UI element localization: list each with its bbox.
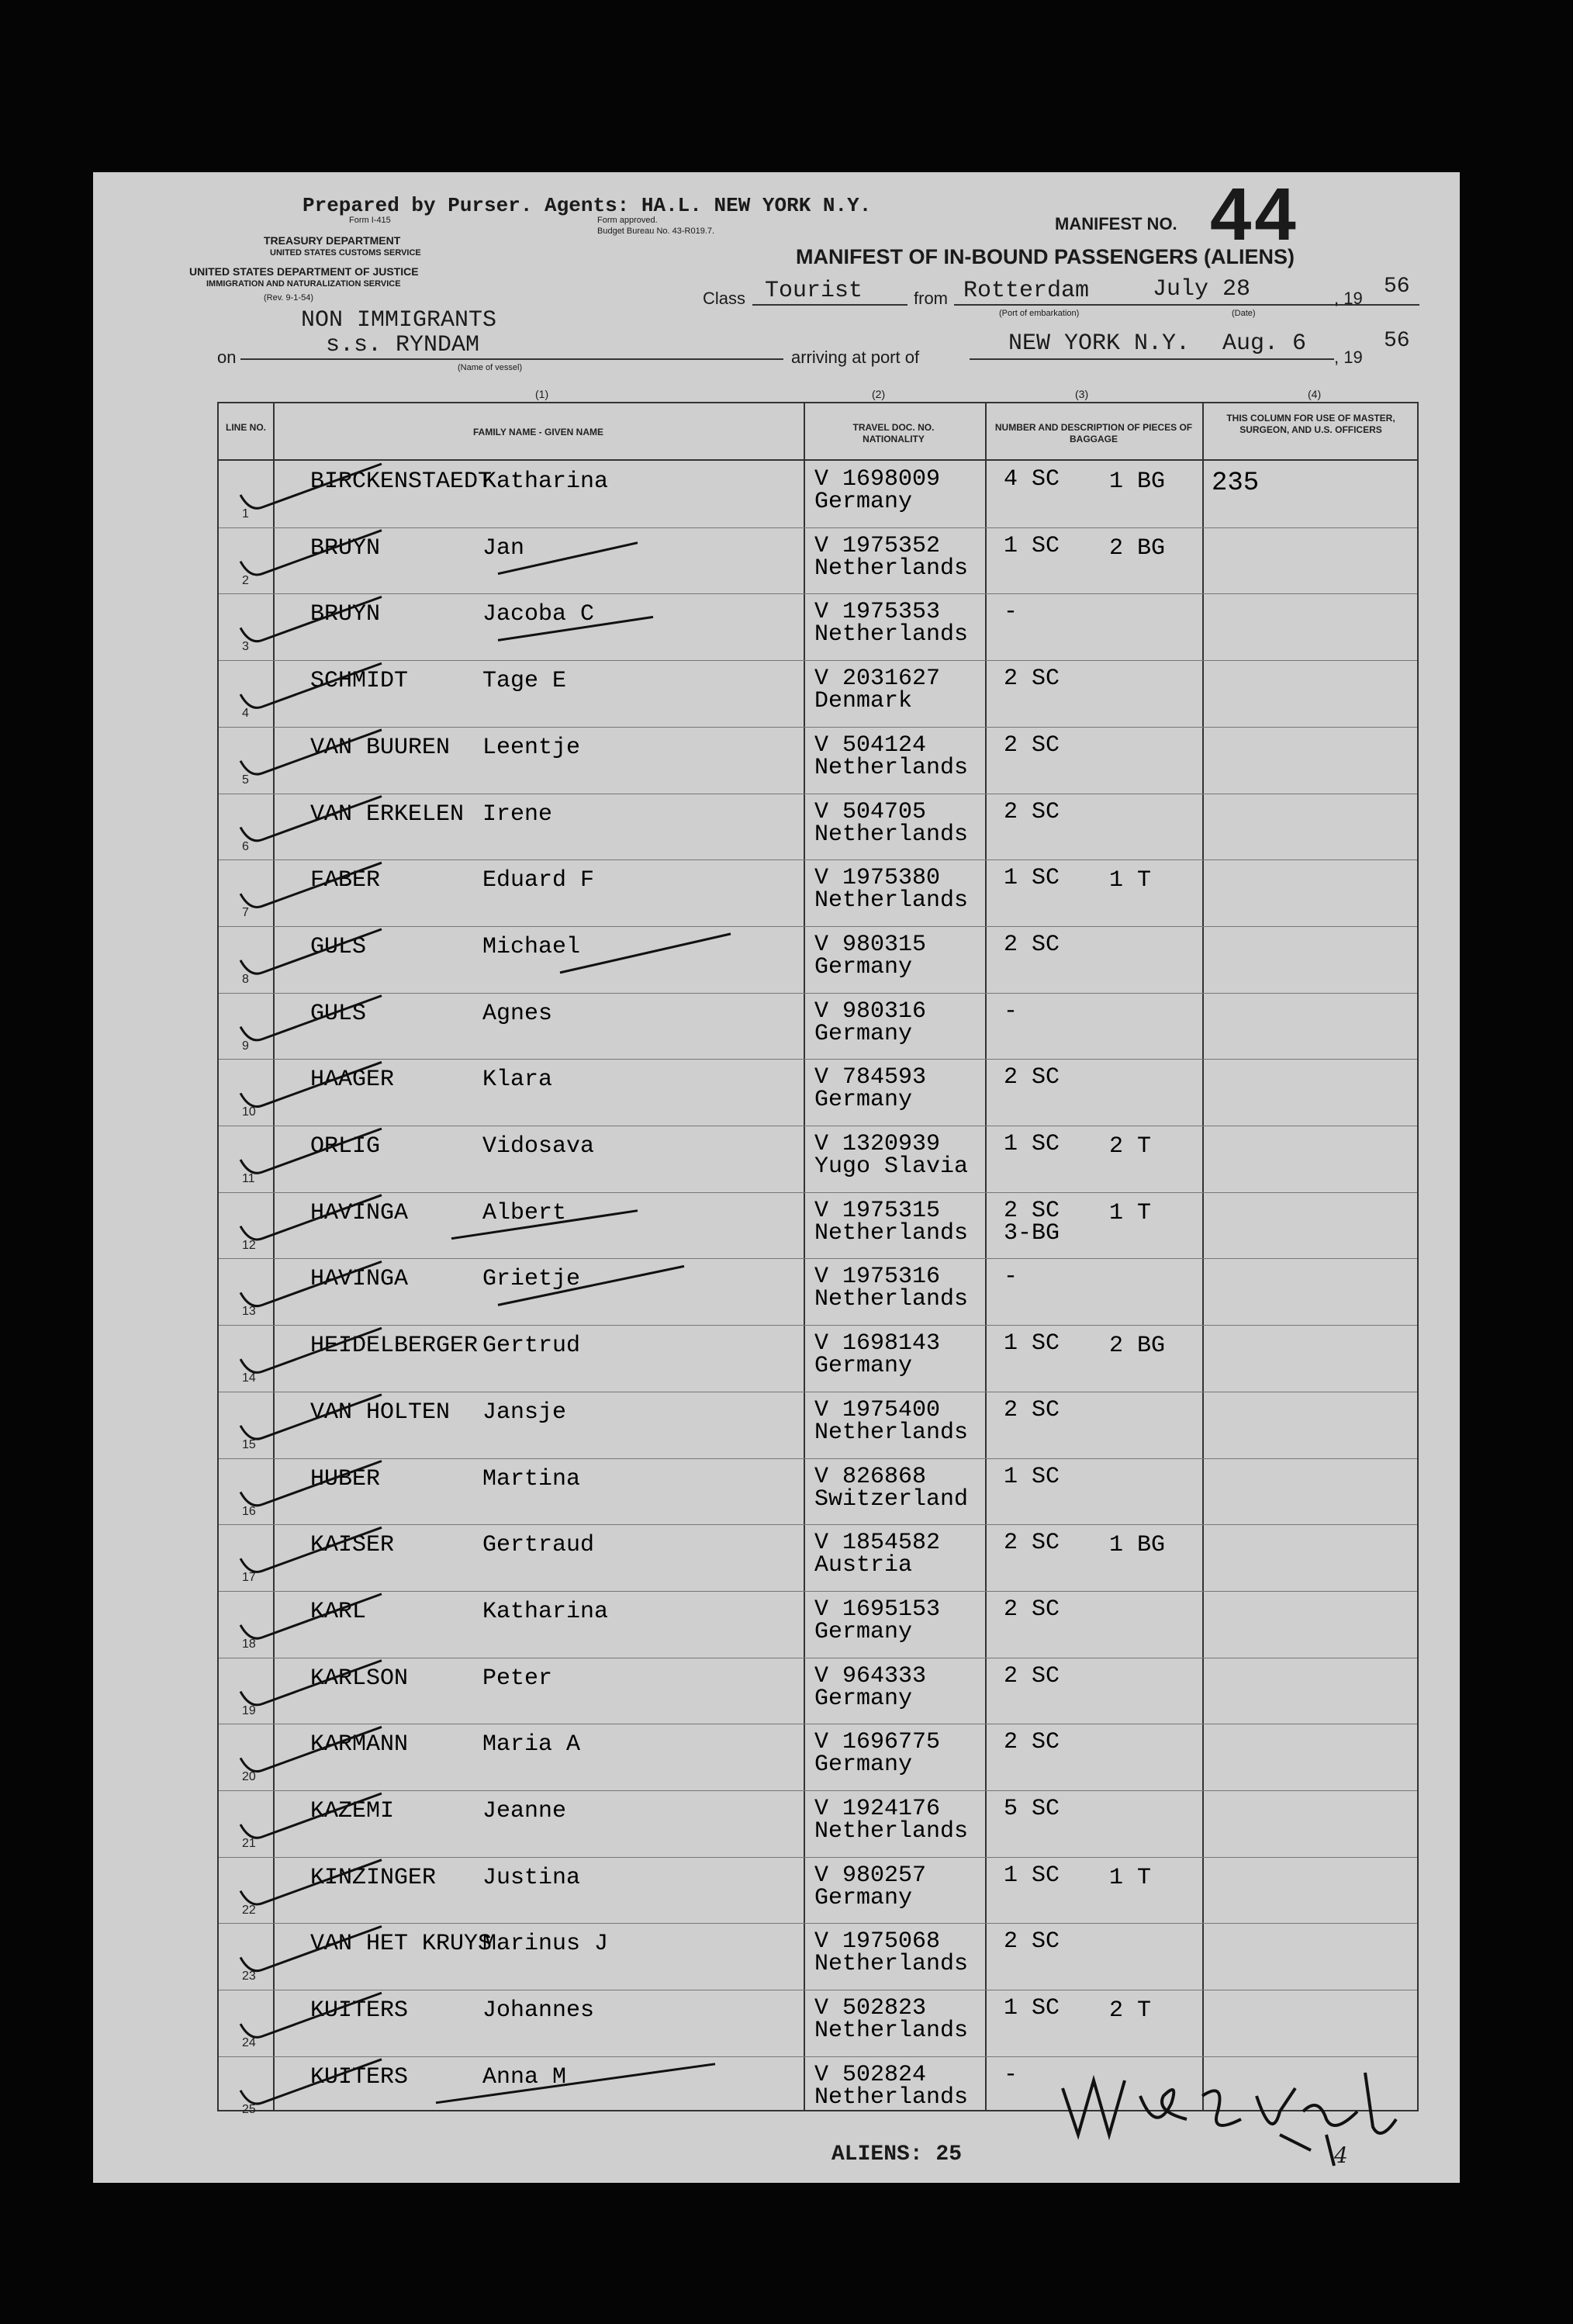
- line-number: 24: [242, 2036, 256, 2050]
- family-name: KARLSON: [310, 1665, 409, 1692]
- baggage-primary: 2 SC: [1004, 1064, 1060, 1091]
- baggage-primary: 5 SC: [1004, 1796, 1060, 1822]
- given-name: Maria A: [482, 1731, 581, 1759]
- line-number: 1: [242, 507, 249, 520]
- line-number: 3: [242, 640, 249, 654]
- family-name: BRUYN: [310, 601, 381, 628]
- arrival-port: NEW YORK N.Y.: [1008, 330, 1191, 357]
- on-label: on: [217, 348, 237, 367]
- baggage-primary: 2 SC: [1004, 1928, 1060, 1956]
- baggage-primary: 2 SC 3-BG: [1004, 1197, 1060, 1247]
- family-name: KARMANN: [310, 1731, 409, 1759]
- given-name: Tage E: [482, 668, 567, 695]
- travel-doc-number: V 1698143: [814, 1330, 941, 1357]
- nationality: Netherlands: [814, 2018, 969, 2045]
- baggage-secondary: 2 BG: [1109, 1333, 1166, 1360]
- line-number: 14: [242, 1371, 256, 1385]
- given-name: Gertraud: [482, 1532, 595, 1559]
- arriving-label: arriving at port of: [791, 348, 920, 367]
- given-name: Irene: [482, 801, 553, 828]
- travel-doc-number: V 1696775: [814, 1729, 941, 1756]
- passenger-table: [217, 402, 1419, 2116]
- strike-line: [560, 934, 731, 973]
- nationality: Netherlands: [814, 2084, 969, 2111]
- travel-doc-number: V 502823: [814, 1995, 927, 2022]
- nationality: Netherlands: [814, 1286, 969, 1313]
- check-mark: [240, 1062, 382, 1106]
- travel-doc-number: V 1975316: [814, 1264, 941, 1291]
- family-name: HAAGER: [310, 1067, 395, 1094]
- line-number: 7: [242, 906, 249, 920]
- family-name: KINZINGER: [310, 1864, 437, 1891]
- family-name: KARL: [310, 1598, 367, 1625]
- line-number: 13: [242, 1305, 256, 1319]
- check-marks: [219, 403, 1417, 2110]
- given-name: Jacoba C: [482, 601, 595, 628]
- line-number: 6: [242, 839, 249, 853]
- check-mark: [240, 1395, 382, 1439]
- line-number: 23: [242, 1970, 256, 1983]
- travel-doc-number: V 1975352: [814, 532, 941, 559]
- nationality: Netherlands: [814, 1951, 969, 1978]
- family-name: BIRCKENSTAEDT: [310, 469, 493, 495]
- given-name: Jansje: [482, 1399, 567, 1426]
- baggage-secondary: 1 T: [1109, 1199, 1152, 1226]
- nationality: Netherlands: [814, 1818, 969, 1845]
- travel-doc-number: V 2031627: [814, 666, 941, 693]
- family-name: FABER: [310, 867, 381, 894]
- given-name: Klara: [482, 1067, 553, 1094]
- nationality: Austria: [814, 1552, 913, 1579]
- officer-signature: [1047, 2049, 1419, 2174]
- baggage-secondary: 1 T: [1109, 1864, 1152, 1891]
- check-mark: [240, 929, 382, 974]
- line-number: 2: [242, 573, 249, 587]
- given-name: Leentje: [482, 734, 581, 761]
- embark-port: Rotterdam: [963, 278, 1090, 304]
- column-number-1: (1): [535, 388, 549, 400]
- nationality: Netherlands: [814, 821, 969, 848]
- check-mark: [240, 1661, 382, 1705]
- column-header-official-use: THIS COLUMN FOR USE OF MASTER, SURGEON, AND U.S. OFFICERS: [1226, 413, 1395, 435]
- budget-bureau: Budget Bureau No. 43-R019.7.: [597, 227, 715, 236]
- check-mark: [240, 1594, 382, 1638]
- travel-doc-number: V 1695153: [814, 1596, 941, 1623]
- line-number: 11: [242, 1172, 255, 1185]
- family-name: KAISER: [310, 1532, 395, 1559]
- department-of-justice: UNITED STATES DEPARTMENT OF JUSTICE: [189, 265, 419, 278]
- form-approved: Form approved.: [597, 216, 658, 225]
- family-name: VAN HOLTEN: [310, 1399, 451, 1426]
- check-mark: [240, 1860, 382, 1904]
- given-name: Marinus J: [482, 1931, 609, 1958]
- small-stamp: 4: [1334, 2142, 1348, 2168]
- check-mark: [240, 797, 382, 841]
- baggage-primary: 2 SC: [1004, 1530, 1060, 1557]
- column-number-4: (4): [1308, 388, 1322, 400]
- travel-doc-number: V 1854582: [814, 1530, 941, 1557]
- customs-service: UNITED STATES CUSTOMS SERVICE: [270, 248, 421, 258]
- given-name: Michael: [482, 933, 581, 960]
- line-number: 15: [242, 1437, 256, 1451]
- baggage-primary: 2 SC: [1004, 1596, 1060, 1623]
- line-number: 25: [242, 2102, 256, 2116]
- line-number: 17: [242, 1571, 256, 1585]
- baggage-primary: 2 SC: [1004, 666, 1060, 693]
- nationality: Germany: [814, 953, 913, 980]
- line-number: 22: [242, 1903, 256, 1917]
- given-name: Gertrud: [482, 1333, 581, 1360]
- year-prefix-2: , 19: [1334, 348, 1363, 367]
- check-mark: [240, 1793, 382, 1838]
- travel-doc-number: V 980257: [814, 1862, 927, 1889]
- baggage-secondary: 1 BG: [1109, 1532, 1166, 1559]
- check-mark: [240, 863, 382, 907]
- class-underline: [752, 304, 908, 306]
- manifest-number: 44: [1210, 173, 1299, 256]
- family-name: HAVINGA: [310, 1266, 409, 1293]
- check-mark: [240, 531, 382, 575]
- manifest-title: MANIFEST OF IN-BOUND PASSENGERS (ALIENS): [796, 245, 1295, 268]
- form-number: Form I-415: [349, 216, 391, 225]
- strike-line: [498, 617, 653, 640]
- given-name: Justina: [482, 1864, 581, 1891]
- baggage-primary: 1 SC: [1004, 1862, 1060, 1889]
- nationality: Germany: [814, 1353, 913, 1380]
- ins-service: IMMIGRATION AND NATURALIZATION SERVICE: [206, 279, 401, 289]
- class-value: Tourist: [765, 278, 863, 304]
- travel-doc-number: V 502824: [814, 2061, 927, 2088]
- baggage-primary: 4 SC: [1004, 466, 1060, 493]
- strike-line: [436, 2064, 715, 2103]
- line-number: 8: [242, 972, 249, 986]
- non-immigrants: NON IMMIGRANTS: [301, 307, 497, 334]
- check-mark: [240, 1261, 382, 1306]
- baggage-primary: 2 SC: [1004, 931, 1060, 958]
- line-number: 18: [242, 1637, 256, 1651]
- given-name: Vidosava: [482, 1133, 595, 1160]
- line-number: 10: [242, 1105, 256, 1119]
- nationality: Netherlands: [814, 754, 969, 781]
- arrival-date: Aug. 6: [1222, 330, 1307, 357]
- family-name: VAN ERKELEN: [310, 801, 465, 828]
- travel-doc-number: V 980315: [814, 931, 927, 958]
- given-name: Anna M: [482, 2063, 567, 2091]
- manifest-page: [93, 172, 1460, 2183]
- check-mark: [240, 1926, 382, 1970]
- check-mark: [240, 663, 382, 707]
- family-name: HAVINGA: [310, 1199, 409, 1226]
- strike-line: [498, 543, 638, 574]
- check-mark: [240, 1328, 382, 1372]
- check-mark: [240, 1129, 382, 1173]
- baggage-secondary: 2 T: [1109, 1133, 1152, 1160]
- family-name: KUITERS: [310, 1997, 409, 2025]
- baggage-primary: 1 SC: [1004, 1995, 1060, 2022]
- line-number: 20: [242, 1770, 256, 1784]
- check-mark: [240, 2059, 382, 2104]
- prepared-by-line: Prepared by Purser. Agents: HA.L. NEW YORK N.Y.: [302, 194, 872, 217]
- nationality: Netherlands: [814, 1219, 969, 1247]
- baggage-primary: 2 SC: [1004, 798, 1060, 825]
- nationality: Netherlands: [814, 1419, 969, 1446]
- travel-doc-number: V 1320939: [814, 1131, 941, 1157]
- baggage-secondary: 1 BG: [1109, 469, 1166, 495]
- nationality: Germany: [814, 1752, 913, 1779]
- nationality: Netherlands: [814, 555, 969, 582]
- travel-doc-number: V 1924176: [814, 1796, 941, 1822]
- baggage-primary: 1 SC: [1004, 1463, 1060, 1490]
- line-number: 5: [242, 773, 249, 787]
- line-number: 12: [242, 1238, 256, 1252]
- given-name: Agnes: [482, 1000, 553, 1027]
- check-mark: [240, 1527, 382, 1572]
- check-mark: [240, 1461, 382, 1506]
- family-name: ORLIG: [310, 1133, 381, 1160]
- baggage-secondary: 1 T: [1109, 867, 1152, 894]
- travel-doc-number: V 1975315: [814, 1197, 941, 1224]
- baggage-secondary: 2 T: [1109, 1997, 1152, 2025]
- nationality: Germany: [814, 1685, 913, 1712]
- check-mark: [240, 1993, 382, 2037]
- nationality: Germany: [814, 1087, 913, 1114]
- given-name: Katharina: [482, 469, 609, 495]
- departure-year: 56: [1384, 275, 1410, 299]
- baggage-primary: 1 SC: [1004, 1131, 1060, 1157]
- travel-doc-number: V 1698009: [814, 466, 941, 493]
- vessel-name: s.s. RYNDAM: [326, 332, 480, 358]
- baggage-secondary: 2 BG: [1109, 534, 1166, 562]
- official-use-note: 235: [1212, 469, 1260, 498]
- baggage-primary: -: [1004, 599, 1018, 626]
- check-mark: [240, 730, 382, 774]
- given-name: Martina: [482, 1465, 581, 1492]
- travel-doc-number: V 980316: [814, 998, 927, 1025]
- vessel-underline: [240, 358, 783, 360]
- line-number: 16: [242, 1504, 256, 1518]
- check-mark: [240, 464, 382, 508]
- treasury-department: TREASURY DEPARTMENT: [264, 234, 401, 247]
- baggage-primary: -: [1004, 2061, 1018, 2088]
- baggage-primary: 2 SC: [1004, 1396, 1060, 1423]
- travel-doc-number: V 1975353: [814, 599, 941, 626]
- date-caption: (Date): [1232, 309, 1256, 318]
- nationality: Germany: [814, 1884, 913, 1911]
- given-name: Jeanne: [482, 1798, 567, 1824]
- travel-doc-number: V 1975068: [814, 1928, 941, 1956]
- baggage-primary: -: [1004, 998, 1018, 1025]
- from-label: from: [914, 289, 948, 308]
- given-name: Albert: [482, 1199, 567, 1226]
- travel-doc-number: V 826868: [814, 1463, 927, 1490]
- year-prefix-1: , 19: [1334, 289, 1363, 308]
- travel-doc-number: V 1975400: [814, 1396, 941, 1423]
- embark-caption: (Port of embarkation): [999, 309, 1080, 318]
- check-mark: [240, 1195, 382, 1240]
- class-label: Class: [703, 289, 746, 308]
- nationality: Netherlands: [814, 887, 969, 915]
- family-name: HUBER: [310, 1465, 381, 1492]
- line-number: 21: [242, 1837, 256, 1850]
- family-name: HEIDELBERGER: [310, 1333, 479, 1360]
- nationality: Germany: [814, 1618, 913, 1645]
- manifest-no-label: MANIFEST NO.: [1055, 214, 1177, 233]
- revision-date: (Rev. 9-1-54): [264, 293, 313, 303]
- travel-doc-number: V 504124: [814, 731, 927, 759]
- line-number: 19: [242, 1703, 256, 1717]
- family-name: KAZEMI: [310, 1798, 395, 1824]
- vessel-caption: (Name of vessel): [458, 363, 523, 372]
- arrival-year: 56: [1384, 329, 1410, 353]
- departure-date: July 28: [1153, 276, 1251, 303]
- family-name: VAN HET KRUYS: [310, 1931, 493, 1958]
- baggage-primary: 1 SC: [1004, 532, 1060, 559]
- check-mark: [240, 1727, 382, 1771]
- column-header-travel-doc: TRAVEL DOC. NO. NATIONALITY: [852, 422, 935, 444]
- aliens-total: ALIENS: 25: [831, 2142, 963, 2167]
- arrival-underline: [970, 358, 1334, 360]
- family-name: KUITERS: [310, 2063, 409, 2091]
- family-name: VAN BUUREN: [310, 734, 451, 761]
- family-name: GULS: [310, 1000, 367, 1027]
- family-name: GULS: [310, 933, 367, 960]
- travel-doc-number: V 504705: [814, 798, 927, 825]
- travel-doc-number: V 964333: [814, 1662, 927, 1689]
- given-name: Johannes: [482, 1997, 595, 2025]
- column-number-2: (2): [872, 388, 886, 400]
- column-header-name: FAMILY NAME - GIVEN NAME: [472, 427, 604, 437]
- given-name: Peter: [482, 1665, 553, 1692]
- given-name: Jan: [482, 534, 525, 562]
- check-mark: [240, 597, 382, 641]
- given-name: Grietje: [482, 1266, 581, 1293]
- column-number-3: (3): [1075, 388, 1089, 400]
- strike-line: [451, 1211, 638, 1239]
- strike-line: [498, 1266, 684, 1305]
- baggage-primary: 1 SC: [1004, 865, 1060, 892]
- family-name: BRUYN: [310, 534, 381, 562]
- family-name: SCHMIDT: [310, 668, 409, 695]
- line-number: 9: [242, 1039, 249, 1053]
- given-name: Eduard F: [482, 867, 595, 894]
- baggage-primary: 2 SC: [1004, 731, 1060, 759]
- nationality: Netherlands: [814, 621, 969, 648]
- nationality: Germany: [814, 1020, 913, 1047]
- line-number: 4: [242, 707, 249, 721]
- column-header-baggage: NUMBER AND DESCRIPTION OF PIECES OF BAGGAGE: [994, 422, 1193, 444]
- column-header-line-no: LINE NO.: [225, 422, 266, 433]
- travel-doc-number: V 784593: [814, 1064, 927, 1091]
- nationality: Switzerland: [814, 1485, 969, 1513]
- nationality: Denmark: [814, 688, 913, 715]
- nationality: Germany: [814, 489, 913, 515]
- baggage-primary: -: [1004, 1264, 1018, 1291]
- check-mark: [240, 996, 382, 1040]
- given-name: Katharina: [482, 1598, 609, 1625]
- baggage-primary: 2 SC: [1004, 1729, 1060, 1756]
- baggage-primary: 2 SC: [1004, 1662, 1060, 1689]
- baggage-primary: 1 SC: [1004, 1330, 1060, 1357]
- travel-doc-number: V 1975380: [814, 865, 941, 892]
- nationality: Yugo Slavia: [814, 1153, 969, 1180]
